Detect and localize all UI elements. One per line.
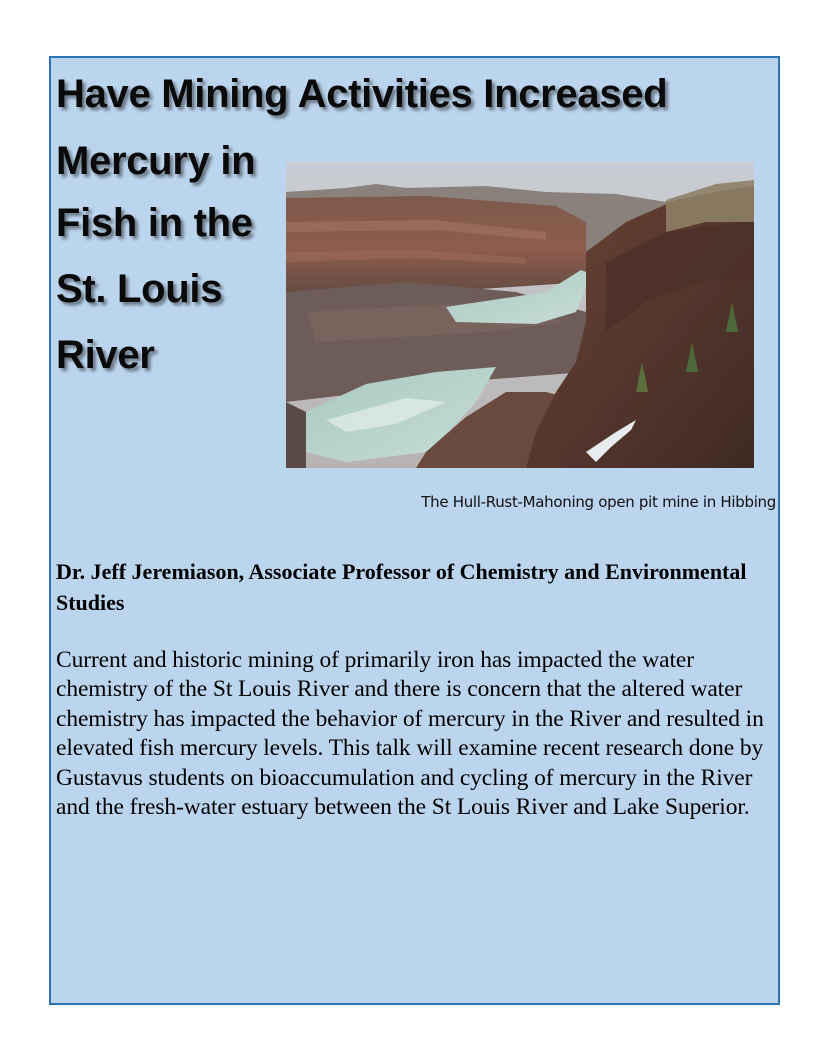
title-line-3: Fish in the — [56, 201, 253, 245]
talk-abstract: Current and historic mining of primarily iron has impacted the water chemistry of the St Louis River and there is concern that the altered water chemistry has impacted the behavior of mercury in the River and resulted in elevated fish mercury levels. This talk will examine recent research done by Gustavus students on bioaccumulation and cycling of mercury in the River and the fresh-water estuary between the St Louis River and Lake Superior. — [56, 647, 764, 821]
speaker-name: Dr. Jeff Jeremiason, Associate Professor of Chemistry and Environmental Studies — [56, 559, 747, 615]
title-line-2: Mercury in — [56, 139, 256, 183]
title-line-4: St. Louis — [56, 267, 223, 311]
photo-caption: The Hull-Rust-Mahoning open pit mine in Hibbing — [421, 493, 776, 511]
mine-photo — [286, 162, 754, 468]
title-line-1: Have Mining Activities Increased — [56, 72, 668, 116]
title-line-5: River — [56, 333, 155, 377]
